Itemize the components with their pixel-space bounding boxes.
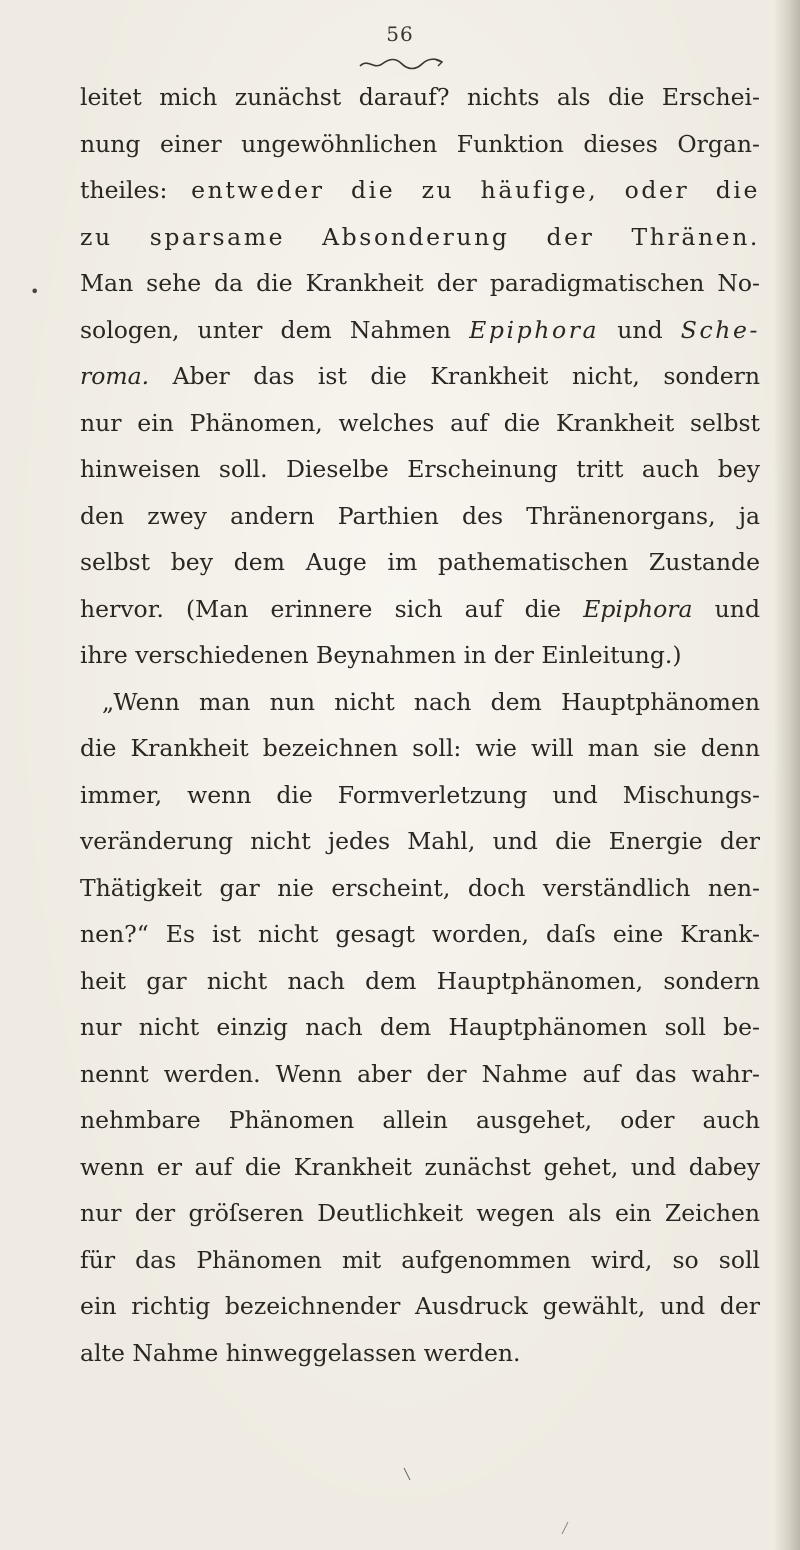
text-line: [80, 353, 760, 400]
text-line: [80, 1330, 760, 1377]
text-segment: nur nicht einzig nach dem Hauptphänomen soll be-: [80, 1013, 760, 1041]
text-segment: roma.: [80, 362, 150, 390]
stray-ink-mark: [402, 1466, 412, 1482]
text-line: [80, 400, 760, 447]
text-line: [80, 74, 760, 121]
text-segment: nur ein Phänomen, welches auf die Krankheit selbst: [80, 408, 760, 437]
text-line: [80, 1051, 760, 1098]
text-segment: Man sehe da die Krankheit der paradigmatischen No-: [80, 269, 760, 297]
header-ornament: [356, 56, 446, 72]
text-segment: die Krankheit bezeichnen soll: wie will man sie denn: [80, 734, 760, 762]
text-line: [80, 772, 760, 819]
text-segment: heit gar nicht nach dem Hauptphänomen, sondern: [80, 966, 760, 995]
text-segment: und: [692, 594, 760, 623]
text-line: [80, 446, 760, 493]
text-segment: Epiphora: [469, 315, 600, 344]
text-line: [80, 865, 760, 912]
text-line: [80, 725, 760, 772]
text-segment: wenn er auf die Krankheit zunächst gehet, und dabey: [80, 1152, 760, 1181]
text-line: [80, 1190, 760, 1237]
text-segment: für das Phänomen mit aufgenommen wird, so soll: [80, 1245, 760, 1274]
text-segment: leitet mich zunächst darauf? nichts als die Erschei-: [80, 83, 760, 111]
body-text: [80, 74, 760, 1376]
text-line: [80, 214, 760, 261]
text-segment: nennt werden. Wenn aber der Nahme auf das wahr-: [80, 1059, 760, 1088]
text-segment: hervor. (Man erinnere sich auf die: [80, 594, 584, 623]
text-segment: sologen, unter dem Nahmen: [80, 315, 470, 344]
text-segment: Epiphora: [583, 594, 693, 623]
text-line: [80, 586, 760, 633]
text-line: [80, 958, 760, 1005]
text-line: [80, 1097, 760, 1144]
text-line: [80, 539, 760, 586]
text-segment: theiles:: [80, 176, 192, 204]
text-segment: nung einer ungewöhnlichen Funktion dieses Organ-: [80, 129, 760, 158]
page-edge-shadow: [774, 0, 800, 1550]
text-line: [80, 1144, 760, 1191]
text-segment: hinweisen soll. Dieselbe Erscheinung tritt auch bey: [80, 455, 760, 483]
text-segment: nur der gröſseren Deutlichkeit wegen als ein Zeichen: [80, 1199, 760, 1227]
text-line: [80, 679, 760, 726]
text-line: [80, 493, 760, 540]
text-line: [80, 121, 760, 168]
text-line: [80, 307, 760, 354]
text-segment: nehmbare Phänomen allein ausgehet, oder auch: [80, 1106, 760, 1134]
text-line: [80, 1004, 760, 1051]
text-line: [80, 1237, 760, 1284]
text-segment: nen?“ Es ist nicht gesagt worden, daſs eine Krank-: [80, 920, 760, 948]
text-segment: immer, wenn die Formverletzung und Mischungs-: [80, 780, 760, 809]
text-segment: ihre verschiedenen Beynahmen in der Einleitung.): [80, 641, 682, 669]
text-line: [80, 632, 760, 679]
text-line: [80, 1283, 760, 1330]
text-line: [80, 818, 760, 865]
text-segment: Sche-: [680, 315, 760, 344]
margin-bullet-mark: •: [30, 282, 40, 301]
text-segment: alte Nahme hinweggelassen werden.: [80, 1338, 521, 1367]
text-segment: veränderung nicht jedes Mahl, und die Energie der: [80, 827, 760, 855]
text-segment: Aber das ist die Krankheit nicht, sondern: [149, 362, 760, 390]
text-segment: Thätigkeit gar nie erscheint, doch verständlich nen-: [80, 873, 760, 902]
text-segment: und: [599, 315, 681, 344]
text-line: [80, 911, 760, 958]
text-segment: zu sparsame Absonderung der Thränen.: [80, 222, 760, 251]
text-segment: den zwey andern Parthien des Thränenorgans, ja: [80, 501, 760, 530]
text-segment: entweder die zu häufige, oder die: [191, 176, 760, 204]
text-line: [80, 260, 760, 307]
text-segment: selbst bey dem Auge im pathematischen Zustande: [80, 548, 760, 576]
text-line: [80, 167, 760, 214]
page-number: 56: [386, 22, 414, 46]
text-segment: ein richtig bezeichnender Ausdruck gewählt, und der: [80, 1292, 760, 1320]
stray-ink-mark: [560, 1520, 570, 1536]
text-segment: „Wenn man nun nicht nach dem Hauptphänomen: [102, 687, 760, 716]
